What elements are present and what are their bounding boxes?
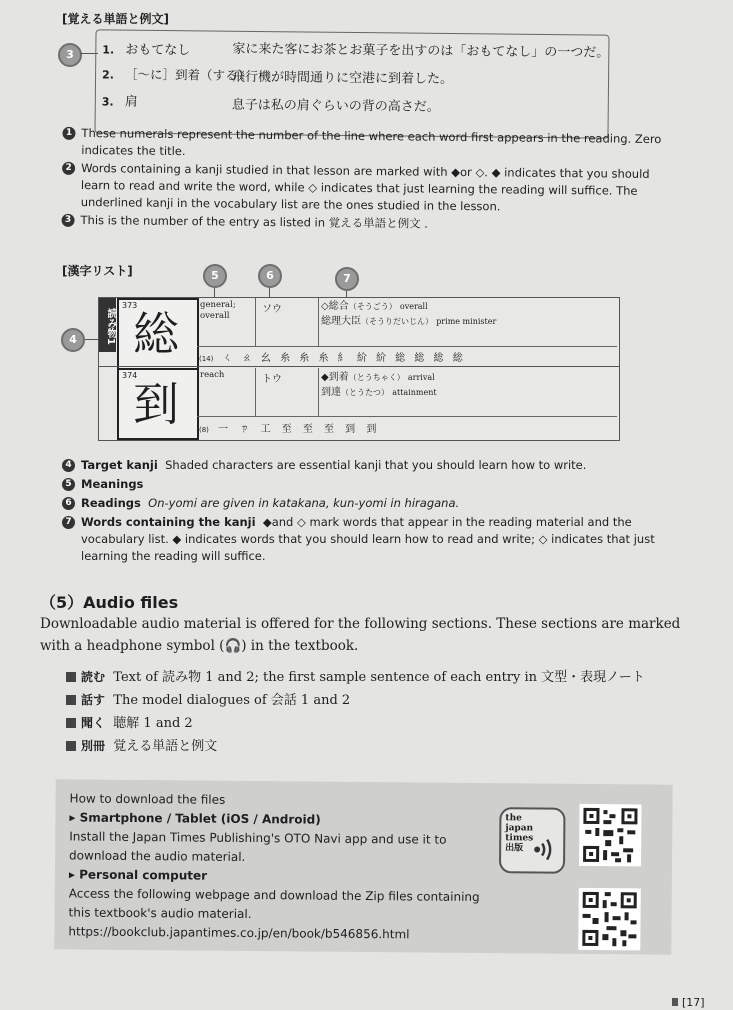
note-item bbox=[62, 495, 682, 512]
page-marker-icon bbox=[672, 998, 678, 1006]
word-kanji: 到達 bbox=[321, 387, 341, 398]
callout-4: 4 bbox=[61, 328, 85, 352]
divider bbox=[99, 366, 619, 367]
word-line bbox=[321, 299, 496, 314]
audio-item-text: 聴解 1 and 2 bbox=[113, 716, 193, 731]
kanji-cell bbox=[117, 298, 199, 370]
audio-item-text: 覚える単語と例文 bbox=[113, 739, 218, 754]
word-kanji: 総理大臣 bbox=[321, 316, 361, 327]
page-number: 17 bbox=[686, 996, 701, 1009]
word-kanji: 総合 bbox=[328, 301, 349, 312]
kanji-number: 373 bbox=[122, 301, 138, 310]
meaning-cell bbox=[197, 298, 256, 346]
row-sentence: 家に来た客にお茶とお菓子を出すのは「おもてなし」の一つだ。 bbox=[232, 41, 610, 61]
note-title: Words containing the kanji bbox=[81, 515, 256, 529]
notes-block-2 bbox=[62, 457, 682, 565]
row-num: 1. bbox=[102, 43, 115, 57]
note-item bbox=[62, 514, 682, 565]
audio-item-label: 読む bbox=[81, 670, 106, 684]
reading-cell bbox=[256, 368, 319, 416]
note-number: 3 bbox=[61, 214, 74, 227]
audio-item-label: 別冊 bbox=[81, 739, 106, 753]
kanji-meaning: reach bbox=[200, 370, 225, 380]
audio-intro: Downloadable audio material is offered for the following sections. These sections are marked with a headphone symbol (🎧) in the textbook. bbox=[40, 616, 681, 654]
notes-block-1 bbox=[61, 125, 677, 235]
row-word: 肩 bbox=[124, 94, 138, 110]
note-number: 1 bbox=[62, 127, 75, 140]
square-bullet-icon bbox=[66, 695, 76, 705]
note-item bbox=[62, 457, 682, 474]
vocab-heading: [覚える単語と例文] bbox=[62, 12, 169, 26]
audio-item bbox=[66, 712, 645, 735]
page-number-bar: [17] bbox=[672, 996, 705, 1009]
word-kanji: 到着 bbox=[328, 372, 349, 383]
audio-item-text: Text of 読み物 1 and 2; the first sample sentence of each entry in 文型・表現ノート bbox=[113, 670, 645, 685]
note-number: 4 bbox=[62, 459, 75, 472]
vocab-row bbox=[102, 38, 190, 58]
pc-heading: ▸ Personal computer bbox=[68, 867, 208, 883]
kanji-reading: ソウ bbox=[262, 304, 282, 315]
stroke-order-row bbox=[199, 420, 380, 435]
qr-code-app[interactable] bbox=[579, 804, 642, 867]
smartphone-heading: ▸ Smartphone / Tablet (iOS / Android) bbox=[69, 810, 321, 827]
note-item bbox=[62, 476, 682, 493]
pc-text: Access the following webpage and download the Zip files containing this textbook's audio material. bbox=[68, 886, 480, 922]
note-item bbox=[62, 125, 677, 165]
qr-code-icon bbox=[579, 804, 642, 867]
row-sentence: 息子は私の肩ぐらいの背の高さだ。 bbox=[231, 97, 440, 115]
word-kana: （とうちゃく） bbox=[348, 373, 405, 382]
download-title: How to download the files bbox=[69, 791, 226, 807]
word-kana: （そうりだいじん） bbox=[361, 317, 433, 326]
word-gloss: arrival bbox=[407, 373, 435, 382]
word-line bbox=[321, 370, 437, 385]
audio-item-label: 聞く bbox=[81, 716, 106, 730]
square-bullet-icon bbox=[66, 672, 76, 682]
vocab-box bbox=[94, 29, 609, 138]
kanji-table bbox=[98, 297, 620, 441]
audio-item-label: 話す bbox=[81, 693, 106, 707]
stroke-count: (8) bbox=[199, 426, 209, 434]
note-text: This is the number of the entry as listed in 覚える単語と例文 . bbox=[80, 212, 429, 231]
note-text: These numerals represent the number of the line where each word first appears in the reading. Zero indicates the title. bbox=[81, 125, 662, 159]
download-url[interactable]: https://bookclub.japantimes.co.jp/en/book/b546856.html bbox=[68, 924, 410, 942]
kanji-meaning: general; overall bbox=[200, 300, 236, 321]
row-word: ［～に］到着（する） bbox=[124, 66, 251, 83]
qr-code-web[interactable] bbox=[578, 888, 641, 951]
row-word: おもてなし bbox=[125, 42, 191, 59]
callout-3: 3 bbox=[58, 43, 82, 67]
word-kana: （とうたつ） bbox=[341, 388, 389, 397]
note-item bbox=[62, 160, 678, 217]
kanji-char: 到 bbox=[133, 377, 179, 431]
vocab-row bbox=[102, 90, 138, 109]
word-mark: ◇ bbox=[321, 301, 329, 312]
words-cell bbox=[321, 299, 496, 329]
smartphone-text: Install the Japan Times Publishing's OTO Navi app and use it to download the audio material. bbox=[69, 829, 447, 864]
stroke-count: (14) bbox=[199, 355, 214, 363]
words-cell bbox=[321, 370, 437, 400]
callout-5: 5 bbox=[203, 264, 227, 288]
stroke-sequence: 一 ㄗ 工 至 至 至 到 到 bbox=[218, 424, 381, 435]
word-kana: （そうごう） bbox=[348, 302, 397, 311]
kanji-reading: トウ bbox=[262, 374, 282, 385]
row-sentence: 飛行機が時間通りに空港に到着した。 bbox=[231, 69, 454, 88]
word-line bbox=[321, 385, 437, 400]
vocab-row bbox=[102, 63, 250, 84]
kanji-char: 総 bbox=[133, 307, 179, 361]
word-gloss: overall bbox=[399, 302, 428, 311]
oto-navi-app-icon[interactable] bbox=[499, 807, 566, 874]
download-text bbox=[68, 789, 499, 945]
word-mark: ◆ bbox=[321, 372, 329, 383]
divider bbox=[197, 416, 617, 417]
note-title: Meanings bbox=[81, 477, 144, 491]
stroke-order-row bbox=[199, 349, 466, 364]
note-number: 6 bbox=[62, 497, 75, 510]
word-gloss: prime minister bbox=[436, 317, 497, 326]
note-text: Words containing a kanji studied in that lesson are marked with ◆or ◇. ◆ indicates that you should learn to read and write the word, while ◇ indicates that just learning the reading will suffice. The underlined kanji in the vocabulary list are the ones studied in the lesson. bbox=[80, 160, 650, 214]
note-text: ◆and ◇ mark words that appear in the reading material and the vocabulary list. ◆ indicates words that you should learn how to read and write; ◇ indicates that just learning the reading will suffice. bbox=[81, 515, 655, 563]
note-number: 7 bbox=[62, 516, 75, 529]
lesson-label: 読み物1 bbox=[99, 298, 116, 352]
note-text: On-yomi are given in katakana, kun-yomi in hiragana. bbox=[148, 496, 460, 510]
qr-code-icon bbox=[578, 888, 641, 951]
note-text: Shaded characters are essential kanji that you should learn how to write. bbox=[165, 458, 587, 472]
meaning-cell bbox=[197, 368, 256, 416]
note-title: Target kanji bbox=[81, 458, 158, 472]
divider bbox=[197, 346, 617, 347]
audio-list bbox=[66, 666, 645, 758]
kanji-number: 374 bbox=[122, 371, 138, 380]
audio-item bbox=[66, 735, 645, 758]
square-bullet-icon bbox=[66, 718, 76, 728]
note-title: Readings bbox=[81, 496, 141, 510]
stroke-sequence: ㄑ ㄠ 幺 糸 糸 糸 糹 紒 紒 総 総 総 総 bbox=[222, 353, 466, 364]
callout-6: 6 bbox=[258, 264, 282, 288]
word-gloss: attainment bbox=[392, 388, 437, 397]
square-bullet-icon bbox=[66, 741, 76, 751]
reading-cell bbox=[256, 298, 319, 346]
audio-heading: （5）Audio files bbox=[40, 593, 179, 612]
word-line bbox=[321, 314, 496, 329]
sound-wave-icon bbox=[531, 835, 559, 863]
download-box bbox=[54, 779, 672, 954]
kanji-cell bbox=[117, 368, 199, 440]
callout-7: 7 bbox=[335, 267, 359, 291]
note-number: 5 bbox=[62, 478, 75, 491]
audio-item bbox=[66, 689, 645, 712]
audio-item bbox=[66, 666, 645, 689]
audio-item-text: The model dialogues of 会話 1 and 2 bbox=[113, 693, 351, 708]
kanji-heading: [漢字リスト] bbox=[62, 264, 133, 278]
note-number: 2 bbox=[62, 162, 75, 175]
row-num: 3. bbox=[101, 95, 114, 109]
app-logo-text: the japan times 出版 bbox=[505, 813, 534, 854]
row-num: 2. bbox=[102, 68, 114, 82]
